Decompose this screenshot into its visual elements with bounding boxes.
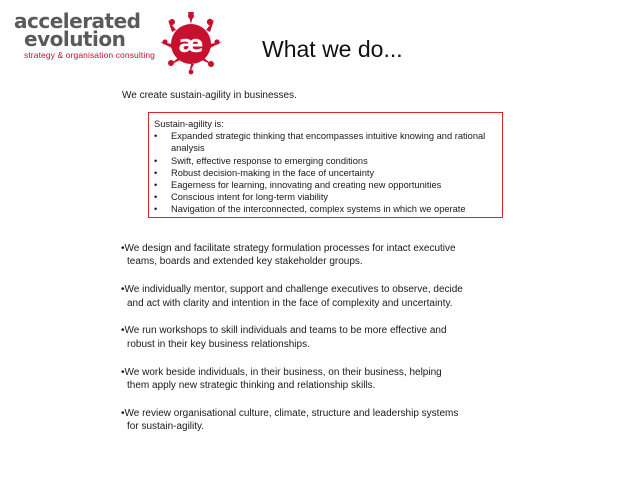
service-paragraph	[121, 366, 521, 393]
service-line: •We review organisational culture, climate, structure and leadership systems	[121, 407, 459, 419]
service-paragraph	[121, 242, 521, 269]
ae-splatter-logo-icon	[156, 8, 226, 78]
logo-line-evolution: evolution	[24, 27, 126, 51]
service-paragraph	[121, 283, 521, 310]
sustain-agility-list	[154, 130, 502, 215]
intro-text: We create sustain-agility in businesses.	[122, 90, 297, 101]
logo-tagline: strategy & organisation consulting	[24, 50, 155, 60]
page-title: What we do...	[262, 36, 403, 62]
service-line-cont: for sustain-agility.	[127, 421, 205, 433]
service-line: •We work beside individuals, in their business, on their business, helping	[121, 366, 442, 378]
services-list	[121, 242, 521, 448]
service-paragraph	[121, 407, 521, 434]
list-item-text: Navigation of the interconnected, complex systems in which we operate	[171, 204, 466, 215]
service-line: •We individually mentor, support and challenge executives to observe, decide	[121, 284, 463, 296]
list-item	[154, 179, 502, 191]
list-item-text-cont: analysis	[171, 143, 205, 154]
box-heading: Sustain-agility is:	[154, 119, 224, 129]
service-line-cont: them apply new strategic thinking and relationship skills.	[127, 380, 376, 392]
logo-mark-text: æ	[178, 30, 204, 58]
list-item	[154, 155, 502, 167]
service-line: •We design and facilitate strategy formulation processes for intact executive	[121, 243, 456, 254]
list-item	[154, 167, 502, 179]
service-line-cont: and act with clarity and intention in the face of complexity and uncertainty.	[127, 297, 453, 309]
service-line: •We run workshops to skill individuals and teams to be more effective and	[121, 325, 447, 337]
list-item	[154, 130, 502, 154]
service-paragraph	[121, 324, 521, 351]
list-item	[154, 203, 502, 215]
list-item	[154, 191, 502, 203]
list-item-text: Swift, effective response to emerging conditions	[171, 155, 368, 166]
list-item-text: Robust decision-making in the face of uncertainty	[171, 167, 375, 178]
list-item-text: Expanded strategic thinking that encompasses intuitive knowing and rational	[171, 131, 486, 142]
logo-line-accelerated: accelerated	[14, 9, 141, 33]
service-line-cont: teams, boards and extended key stakeholder groups.	[127, 256, 363, 268]
list-item-text: Conscious intent for long-term viability	[171, 192, 329, 203]
company-logo-text	[14, 9, 155, 60]
list-item-text: Eagerness for learning, innovating and creating new opportunities	[171, 180, 442, 191]
sustain-agility-box	[148, 112, 503, 218]
service-line-cont: robust in their key business relationships.	[127, 338, 310, 350]
